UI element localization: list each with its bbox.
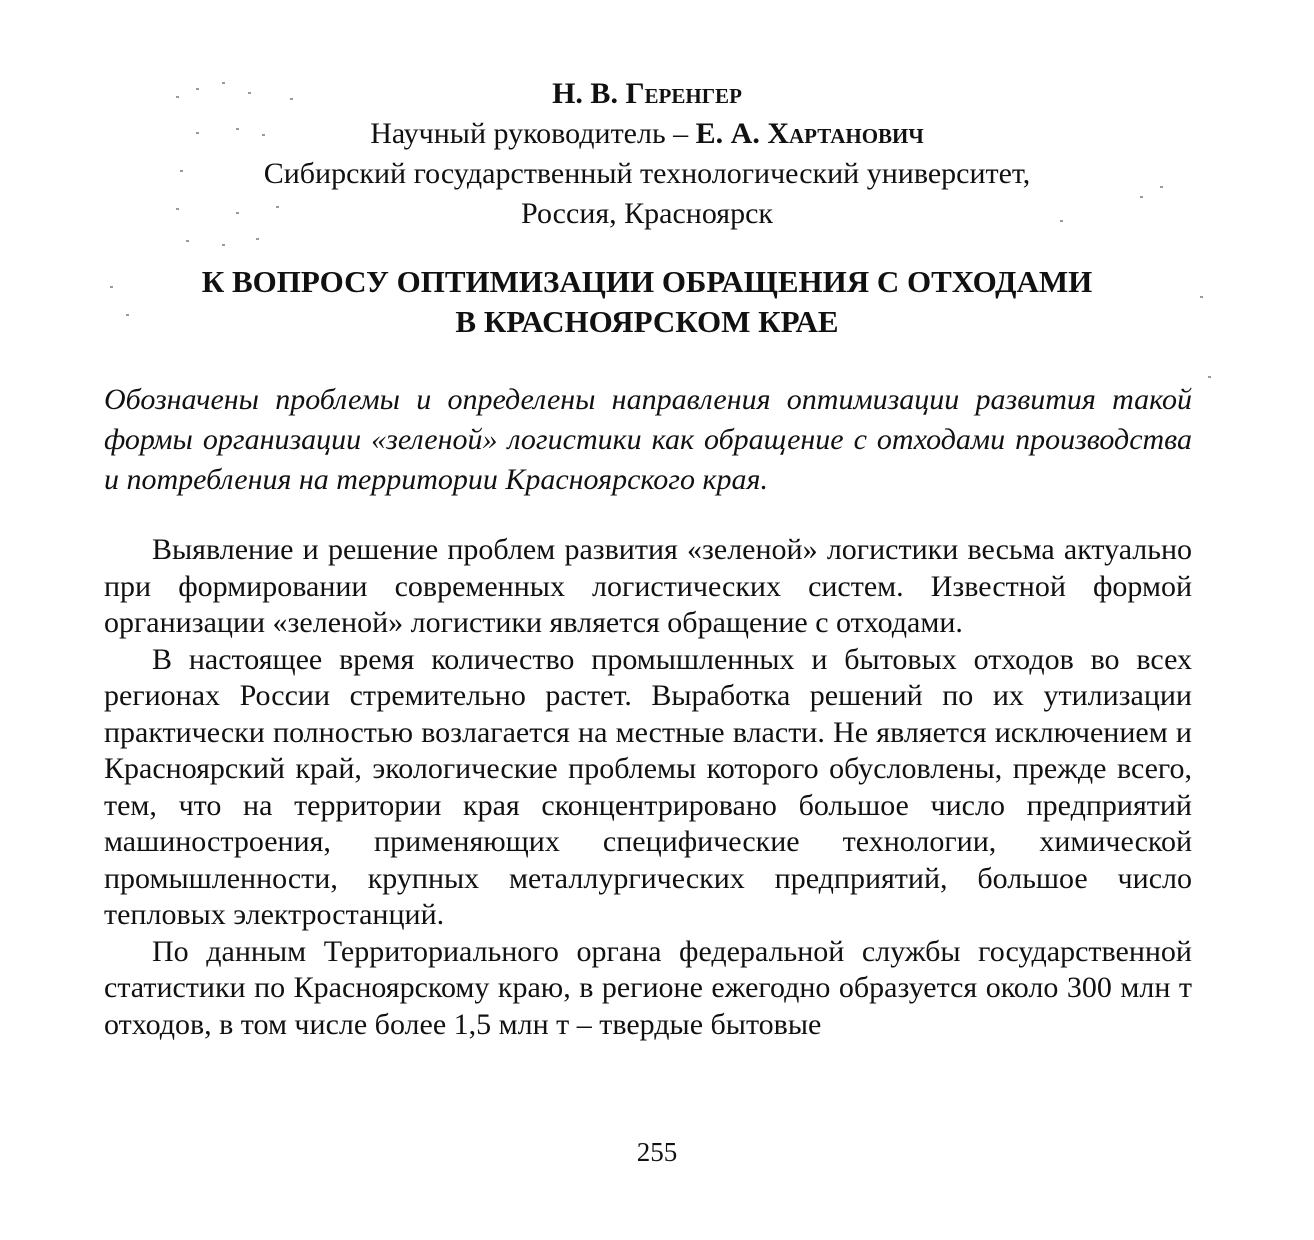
supervisor-line (100, 114, 1194, 154)
paragraph: По данным Территориального органа федеральной службы государственной статистики по Красноярскому краю, в регионе ежегодно образуется около 300 млн т отходов, в том числе более 1,5 млн т – твердые бытовые (104, 934, 1192, 1041)
university-name: Сибирский государственный технологический университет, (263, 157, 1031, 190)
title-line-2: В КРАСНОЯРСКОМ КРАЕ (455, 304, 839, 339)
page-number: 255 (636, 1137, 678, 1167)
title-line-1: К ВОПРОСУ ОПТИМИЗАЦИИ ОБРАЩЕНИЯ С ОТХОДАМИ (201, 264, 1093, 299)
scan-speckle (1208, 376, 1211, 378)
paragraph: В настоящее время количество промышленных и бытовых отходов во всех регионах России стремительно растет. Выработка решений по их утилизации практически полностью возлагается на местные власти. Не является исключением и Красноярский край, экологические проблемы которого обусловлены, прежде всего, тем, что на территории края сконцентрировано большое число предприятий машиностроения, применяющих специфические технологии, химической промышленности, крупных металлургических предприятий, большое число тепловых электростанций. (104, 642, 1192, 931)
paragraph: Выявление и решение проблем развития «зеленой» логистики весьма актуально при формировании современных логистических систем. Известной формой организации «зеленой» логистики является обращение с отходами. (104, 533, 1192, 639)
body-text (104, 532, 1192, 1043)
supervisor-name: Е. А. Хартанович (695, 117, 924, 150)
scan-speckle (186, 240, 189, 242)
supervisor-prefix: Научный руководитель – (370, 117, 696, 150)
article-title (100, 262, 1194, 342)
location: Россия, Красноярск (521, 197, 773, 230)
scan-speckle (222, 244, 225, 246)
author-header (100, 74, 1194, 234)
author-name: Н. В. Геренгер (552, 77, 742, 110)
scan-speckle (256, 238, 259, 240)
abstract: Обозначены проблемы и определены направления оптимизации развития такой формы организации «зеленой» логистики как обращение с отходами производства и потребления на территории Красноярского края. (104, 383, 1192, 496)
scan-speckle (1200, 296, 1203, 298)
